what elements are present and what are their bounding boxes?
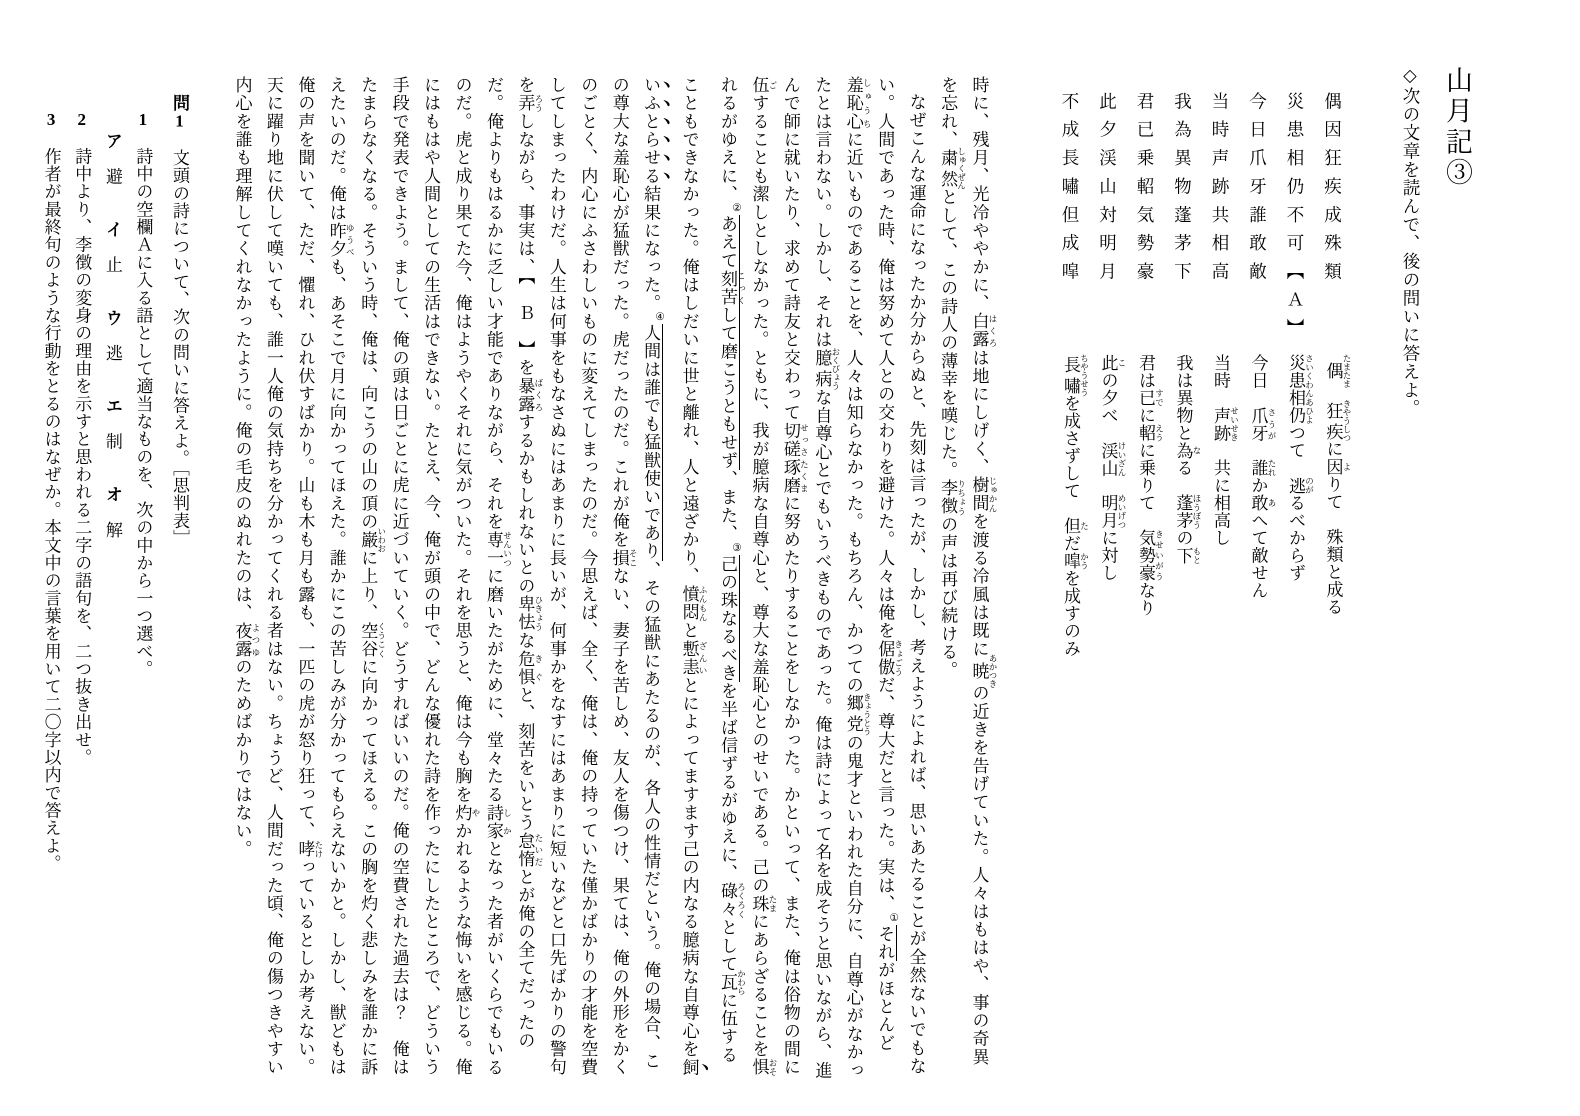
ruby-annotated-text: 珠 たま (749, 894, 778, 913)
text-run: な (515, 631, 535, 650)
ruby-annotated-text: 李徴 りちょう (938, 479, 967, 516)
ruby-annotated-text: 怠惰 たいだ (515, 831, 544, 868)
main-text (226, 66, 998, 1082)
text-run: がほとんど (875, 961, 895, 1053)
ruby-annotated-text: 惧 おそ (749, 1058, 778, 1077)
text-run: 止 (102, 238, 122, 309)
text-run: に近いものであることを、人々は知らなかった。もちろん、かつての (843, 130, 863, 695)
text-run: な自尊心とでもいうべきものであった。俺は詩によって名を成そうと思いながら、進んで師に就いたり、求めて詩友と交わって (780, 76, 832, 1080)
ruby-annotated-text: 哮 たけ (295, 839, 324, 859)
ruby-annotated-text: 気勢豪 きせいがう (1136, 529, 1165, 582)
text-run: 当時 (1211, 354, 1230, 407)
poem-line (1240, 92, 1278, 1090)
text-run: を半ば信ずるがゆえに、 (718, 682, 737, 883)
ruby-annotated-text: 倨傲 きょごう (875, 639, 904, 677)
text-run: 2 (72, 110, 92, 130)
text-run: とが俺の全てだったのだ。俺よりもはるかに乏しい才能でありながら、それを (483, 76, 535, 1050)
text-run: へて敵せん (1248, 511, 1268, 600)
questions-section (35, 66, 194, 1090)
poem-kanji-line: 当時声跡共相高 (1210, 92, 1230, 291)
ruby-annotated-text: 灼 や (452, 803, 481, 822)
poem-line (1202, 92, 1240, 1090)
text-run: 問 (170, 94, 189, 112)
text-run: 解 (102, 503, 122, 539)
text-run: するかもしれないとの (515, 413, 535, 596)
text-run: とによってますます己の内なる臆病な自尊心を (679, 676, 699, 1059)
question-2 (66, 94, 97, 1090)
ruby-annotated-text: 詩家 しか (483, 803, 513, 841)
text-run: 逃 (102, 326, 122, 398)
text-run: オ (102, 485, 122, 504)
text-run: 避 (102, 149, 122, 221)
ruby-annotated-text: 但 た (1061, 517, 1090, 535)
poem-kundoku-reading (1173, 354, 1202, 565)
text-run: 文頭の詩について、次の問いに答えよ。［思判表］ (170, 131, 189, 548)
text-run: に向かってほえる。この胸を灼く悲しみを誰かに訴えたいのだ。俺は (326, 76, 378, 1077)
poem-kundoku-reading (1286, 354, 1315, 582)
ruby-annotated-text: 渓山 けいざん (1098, 441, 1127, 477)
ruby-annotated-text: 郷党 きょうとう (843, 692, 873, 736)
ruby-annotated-text: 蓬茅 ほうぼう (1173, 494, 1202, 530)
ruby-annotated-text: 已 すで (1136, 389, 1165, 407)
text-run: の近きを告げていた。人々はもはや、事の奇異を忘れ、 (938, 76, 989, 1067)
kanshi-poem (1052, 66, 1352, 1090)
text-run: して磨こうともせず (718, 306, 737, 471)
poem-kanji-line: 君已乗軺気勢豪 (1135, 92, 1155, 291)
text-run (1099, 477, 1118, 495)
ruby-annotated-text: 切磋琢磨 せっさたくま (780, 421, 810, 495)
ruby-annotated-text: 刻苦 こっく (718, 269, 747, 307)
text-run: つて (1286, 424, 1305, 477)
text-run: 詩中の空欄Ａに入る語として適当なものを、次の中から一つ選べ。 (133, 129, 153, 678)
question-1-choices (96, 94, 127, 1090)
text-run: 結果になった。 (641, 185, 661, 313)
ruby-annotated-text: 卑怯 ひきょう (515, 595, 544, 632)
question-3 (35, 94, 66, 1090)
ruby-annotated-text: 為 な (1173, 441, 1202, 460)
text-run: なり (1136, 581, 1155, 617)
text-run: に (1136, 406, 1155, 425)
ruby-annotated-text: 臆病 おくびょう (812, 347, 841, 390)
ruby-annotated-text: 明月 めいげつ (1098, 494, 1127, 530)
circled-number-mark: ③ (731, 541, 742, 554)
text-run: を渡る冷風は既に (969, 512, 989, 659)
ruby-annotated-text: 此 こ (1098, 354, 1127, 372)
ruby-annotated-text: 災患相仍 さいくわんあひよ (1286, 354, 1315, 425)
ruby-annotated-text: 声跡 せいせき (1211, 406, 1240, 442)
ruby-annotated-text: 噑 かう (1061, 552, 1090, 570)
poem-kundoku-reading (1061, 354, 1090, 658)
text-run: 我は異物と (1173, 354, 1193, 442)
ruby-annotated-text: 暴露 ばくろ (515, 376, 544, 414)
text-run: ウ (102, 308, 122, 327)
ruby-annotated-text: 慙恚 ざんい (679, 639, 709, 677)
paragraph (932, 76, 998, 1082)
question-1 (127, 94, 158, 1090)
ruby-annotated-text: 損 そこ (609, 548, 639, 568)
poem-kundoku-reading (1248, 354, 1277, 600)
ruby-annotated-text: 暁 あかつき (969, 654, 998, 689)
text-run: 作者が最終句のような行動をとるのはなぜか。本文中の言葉を用いて二〇字以内で答えよ。 (41, 129, 61, 873)
ruby-annotated-text: 憤悶 ふんもん (679, 585, 709, 622)
circled-number-mark: ① (888, 911, 900, 924)
ruby-annotated-text: 長嘯 ちやうせう (1061, 354, 1090, 397)
ruby-annotated-text: 伍 ご (749, 76, 778, 95)
instruction-text: ◇次の文章を読んで、後の問いに答えよ。 (1401, 66, 1421, 418)
text-run (1249, 442, 1268, 460)
text-run: イ (102, 220, 122, 239)
text-run: 1 (133, 110, 153, 130)
text-run: 3 (41, 110, 61, 130)
text-run: となった者がいくらでもいるのだ。虎と成り果てた今、俺はようやくそれに気がついた。それを思うと、俺は今も胸を (452, 76, 503, 1077)
text-run: と、刻苦をいとう (515, 686, 535, 832)
question-header (163, 94, 194, 1090)
ruby-annotated-text: 羞恥心 しゅうち (843, 76, 873, 131)
poem-kanji-line: 我為異物蓬茅下 (1172, 92, 1193, 291)
text-run: りて 殊類と成る (1323, 475, 1343, 616)
ruby-annotated-text: 敢 あ (1248, 494, 1277, 512)
ruby-annotated-text: 碌々 ろくろく (718, 882, 747, 919)
poem-kanji-line: 災患相仍不可【Ａ】 (1285, 92, 1305, 348)
poem-line (1165, 92, 1203, 1090)
ruby-annotated-text: 逃 のが (1286, 476, 1315, 495)
underlined-phrase (875, 925, 897, 961)
text-run: ない、妻子を苦しめ、友人を傷つけ、果ては、俺の外形をかくのごとく、内心にふさわしいものに変えてしまったのだ。今思えば、全く、俺は、俺の持っていた僅かばかりの才能を空費してしまったわけだ。人生は何事をもなさぬにはあまりに長いが、何事かをなすにはあまりに短いなどと口先ばかりの警句を (515, 76, 629, 1077)
poem-kundoku-reading (1211, 354, 1240, 547)
text-run: の声は再び続ける。 (938, 515, 958, 680)
text-run: なぜこんな運命になったか分からぬと、先刻は言ったが、しかし、考えようによれば、思いあたることが全然ないでもない。人間であった時、俺は努めて人との交わりを避けた。人々は俺を (875, 76, 926, 1076)
poem-line (1277, 92, 1315, 1090)
text-run: の鬼才といわれた自分に、自尊心がなかったとは言わない。しかし、それは (812, 76, 863, 1080)
text-run: に努めたりすることをしなかった。かといって、また、俺は俗物の間に (780, 494, 800, 1077)
circled-number-mark: ④ (654, 311, 666, 324)
ruby-annotated-text: 樹間 じゅかん (969, 476, 998, 513)
text-run: に乗りて (1136, 441, 1155, 530)
ruby-annotated-text: 危惧 きぐ (515, 649, 544, 687)
ruby-annotated-text: 空谷 くうこく (358, 621, 387, 659)
poem-kanji-line: 偶因狂疾成殊類 (1322, 92, 1343, 291)
text-run: に伍することもできなかった。俺はしだいに世と離れ、人と遠ざかり、 (679, 76, 737, 1065)
underlined-phrase (641, 324, 663, 560)
ruby-annotated-text: 巌 いわお (358, 527, 387, 553)
ruby-annotated-text: 瓦 かわら (718, 969, 747, 996)
paragraph (226, 76, 932, 1082)
poem-kanji-line: 此夕渓山対明月 (1097, 92, 1118, 291)
text-run: を成さずして (1061, 394, 1080, 518)
poem-line (1315, 92, 1353, 1090)
poem-kanji-line: 不成長嘯但成噑 (1060, 92, 1080, 291)
text-run: か (1248, 476, 1268, 495)
text-run: のためばかりではない。 (232, 658, 252, 859)
poem-kundoku-reading (1098, 354, 1127, 582)
text-run: それ (875, 924, 895, 962)
text-run: あえて (718, 215, 737, 270)
text-run: 1 (170, 111, 189, 132)
text-run: に磨いたがために、堂々たる (483, 567, 503, 804)
poem-kanji-line: 今日爪牙誰敢敵 (1247, 92, 1268, 291)
ruby-annotated-text: 下 もと (1173, 546, 1202, 565)
text-run: ア (102, 132, 122, 150)
text-run (1324, 384, 1343, 402)
text-run: 飼いふとらせる (641, 76, 699, 1077)
text-run: に対し (1098, 529, 1118, 582)
text-run: の (1173, 529, 1193, 547)
text-run: っているとしか考えない。天に躍り地に伏して嘆いても、誰一人俺の気持ちを分かってくれる者はない。ちょうど、人間だった頃、俺の傷つきやすい内心を誰も理解してくれなかったように。俺の毛皮のぬれたのは、 (232, 76, 315, 1077)
text-run: 己の珠なるべき (718, 554, 737, 683)
text-run: だ (1061, 534, 1080, 553)
ruby-annotated-text: 弄 ろう (515, 94, 544, 113)
text-run: しながら、事実は、【 Ｂ 】を (515, 112, 535, 377)
circled-number-mark: ② (731, 202, 742, 215)
page-title: 山月記③ (1442, 66, 1472, 190)
poem-line (1127, 92, 1165, 1090)
poem-line (1090, 92, 1128, 1090)
ruby-annotated-text: 因 よ (1323, 457, 1352, 476)
poem-line (1052, 92, 1090, 1090)
text-run: だ、尊大だと言った。実は、 (875, 676, 895, 913)
ruby-annotated-text: 爪牙 さうが (1248, 406, 1277, 442)
ruby-annotated-text: 専一 せんいつ (483, 530, 513, 568)
text-run: る (1173, 459, 1193, 495)
text-run: 制 (102, 414, 122, 486)
text-run: と (679, 621, 699, 640)
ruby-annotated-text: 夜露 よつゆ (232, 621, 261, 659)
text-run: 、また、 (718, 470, 737, 543)
ruby-annotated-text: 昨夕 ゆうべ (326, 221, 356, 258)
text-run: も、あそこで月に向かってほえた。誰かにこの苦しみが分かってもらえないかと。しかし、獣どもは俺の声を聞いて、ただ、懼れ、ひれ伏すばかり。山も木も月も露も、一匹の虎が怒り狂って、 (295, 76, 346, 1077)
text-run: は地にしげく、 (969, 348, 989, 477)
text-run: に (1323, 440, 1343, 458)
text-run: 、その猛獣にあたるのが、各人の性情だという。俺の場合、この尊大な羞恥心が猛獣だった。虎だったのだ。これが俺を (609, 76, 661, 1071)
text-run: 君は (1136, 354, 1155, 390)
text-run: することも潔しとしなかった。ともに、我が臆病な自尊心と、尊大な羞恥心とのせいである。己の (749, 94, 769, 895)
text-run: 人間は誰でも猛獣使いであり (641, 324, 661, 561)
text-run: 共に相高し (1211, 441, 1230, 547)
text-run: るべからず (1286, 494, 1305, 582)
underlined-phrase (718, 215, 747, 471)
ruby-annotated-text: 軺 えう (1136, 424, 1165, 442)
text-run: 時に、残月、光冷ややかに、 (969, 76, 989, 313)
text-run: エ (102, 397, 122, 415)
underlined-phrase (718, 555, 740, 682)
ruby-annotated-text: 粛然 しゅくぜん (938, 147, 967, 190)
text-run: にあらざることを (749, 912, 769, 1059)
ruby-annotated-text: 偶 たまたま (1323, 354, 1352, 388)
text-run: として、この詩人の薄幸を嘆じた。 (938, 188, 958, 480)
text-run: の夕べ (1098, 371, 1118, 442)
text-run: れるがゆえに、 (718, 76, 737, 204)
ruby-annotated-text: 狂疾 きやうしつ (1323, 399, 1352, 443)
text-run: 今日 (1248, 354, 1268, 407)
poem-kundoku-reading (1136, 354, 1165, 617)
text-run: かれるような悔いを感じる。俺にはもはや人間としての生活はできない。たとえ、今、俺が頭の中で、どんな優れた詩を作ったにしたところで、どういう手段で発表できよう。まして、俺の頭は日ごとに虎に近づいていく。どうすればいいのだ。俺の空費された過去は？ 俺はたまらなくなる。そういう時、俺は、向こうの山の頂の (358, 76, 472, 1077)
text-run: を成すのみ (1061, 569, 1080, 658)
ruby-annotated-text: 誰 たれ (1248, 459, 1277, 477)
text-run: 詩中より、李徴の変身の理由を示すと思われる二字の語句を、二つ抜き出せ。 (72, 129, 92, 767)
poem-kundoku-reading (1323, 354, 1352, 616)
text-run: として (718, 918, 737, 974)
text-run: に上り、 (358, 548, 378, 622)
ruby-annotated-text: 白露 はくろ (969, 312, 998, 349)
